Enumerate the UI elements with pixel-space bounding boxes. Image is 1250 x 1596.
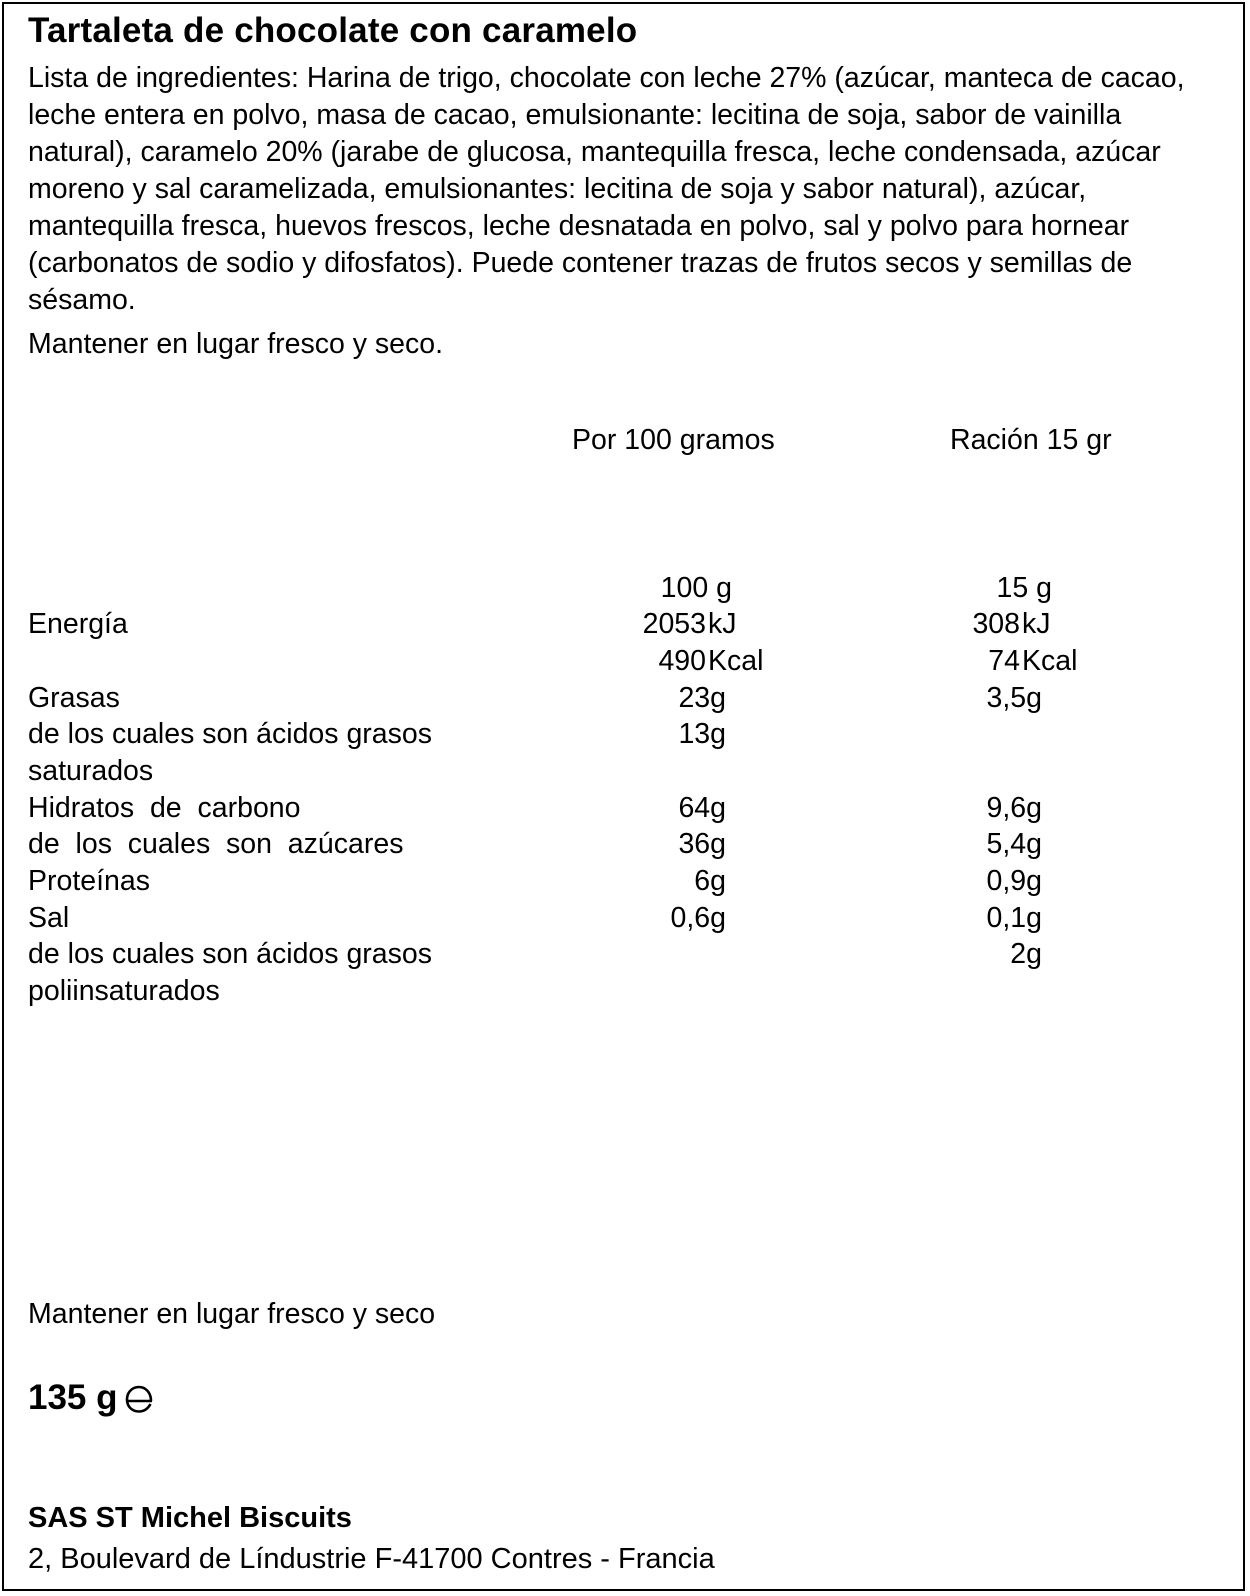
protein-portion: 0,9g	[986, 865, 1042, 897]
polyunsaturates-label-line1: de los cuales son ácidos grasos	[28, 938, 432, 970]
reference-100: 100 g	[660, 572, 732, 604]
energy-kj-unit-100: kJ	[708, 608, 737, 640]
reference-portion: 15 g	[996, 572, 1052, 604]
energy-kcal-portion: 74	[988, 645, 1020, 677]
fat-label: Grasas	[28, 682, 120, 714]
carbs-100: 64g	[678, 792, 726, 824]
polyunsaturates-portion: 2g	[1010, 938, 1042, 970]
column-header-per-100g: Por 100 gramos	[572, 424, 775, 456]
storage-instructions-bottom: Mantener en lugar fresco y seco	[28, 1298, 436, 1330]
protein-label: Proteínas	[28, 865, 150, 897]
sugars-100: 36g	[678, 828, 726, 860]
fat-100: 23g	[678, 682, 726, 714]
salt-label: Sal	[28, 902, 70, 934]
salt-portion: 0,1g	[986, 902, 1042, 934]
energy-kj-100: 2053	[642, 608, 706, 640]
product-title: Tartaleta de chocolate con caramelo	[28, 11, 638, 50]
estimated-sign-icon	[122, 1382, 156, 1416]
energy-kcal-unit-portion: Kcal	[1022, 645, 1078, 677]
storage-instructions-top: Mantener en lugar fresco y seco.	[28, 328, 444, 360]
saturates-label-line2: saturados	[28, 755, 154, 787]
polyunsaturates-label-line2: poliinsaturados	[28, 975, 220, 1007]
protein-100: 6g	[694, 865, 726, 897]
carbs-label: Hidratos de carbono	[28, 792, 301, 824]
energy-kcal-100: 490	[658, 645, 706, 677]
net-quantity	[28, 1380, 156, 1416]
saturates-100: 13g	[678, 718, 726, 750]
manufacturer-address: 2, Boulevard de Líndustrie F-41700 Contres - Francia	[28, 1543, 715, 1575]
fat-portion: 3,5g	[986, 682, 1042, 714]
ingredients-list: Lista de ingredientes: Harina de trigo, chocolate con leche 27% (azúcar, manteca de cacao, leche entera en polvo, masa de cacao, emulsionante: lecitina de soja, sabor de vainilla natural), caramelo 20% (jarabe de glucosa, mantequilla fresca, leche condensada, azúcar moreno y sal caramelizada, emulsionantes: lecitina de soja y sabor natural), azúcar, mantequilla fresca, huevos frescos, leche desnatada en polvo, sal y polvo para hornear (carbonatos de sodio y difosfatos). Puede contener trazas de frutos secos y semillas de sésamo.	[28, 62, 1185, 316]
sugars-label: de los cuales son azúcares	[28, 828, 404, 860]
sugars-portion: 5,4g	[986, 828, 1042, 860]
energy-kcal-unit-100: Kcal	[708, 645, 764, 677]
energy-kj-unit-portion: kJ	[1022, 608, 1051, 640]
salt-100: 0,6g	[670, 902, 726, 934]
saturates-label-line1: de los cuales son ácidos grasos	[28, 718, 432, 750]
label-frame	[2, 2, 1245, 1591]
net-quantity-value: 135 g	[28, 1378, 118, 1417]
energy-kj-portion: 308	[972, 608, 1020, 640]
manufacturer-name: SAS ST Michel Biscuits	[28, 1502, 352, 1534]
column-header-per-portion: Ración 15 gr	[950, 424, 1112, 456]
energy-label: Energía	[28, 608, 128, 640]
carbs-portion: 9,6g	[986, 792, 1042, 824]
